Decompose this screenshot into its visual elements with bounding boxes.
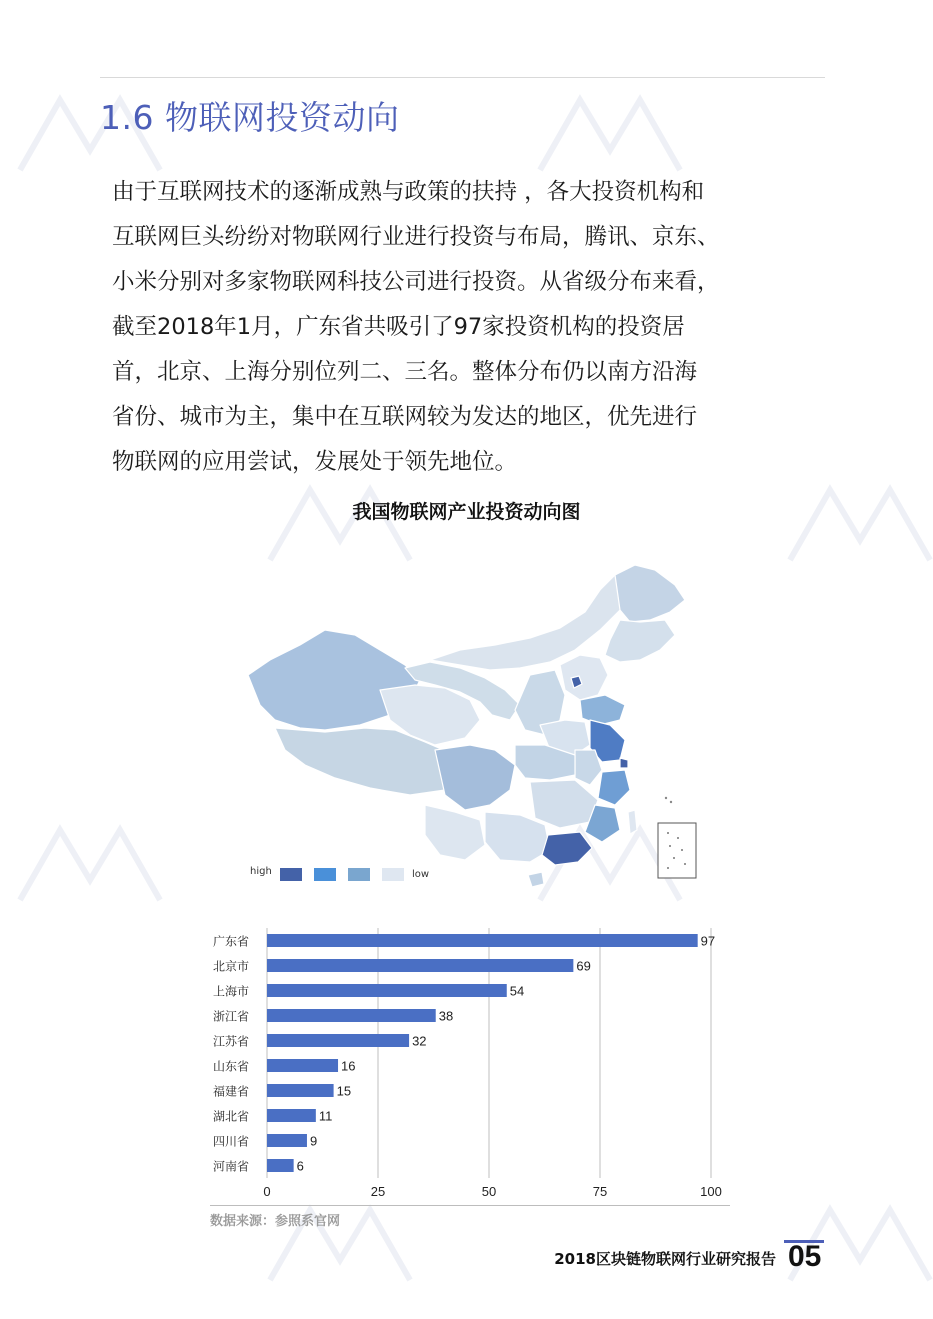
paragraph-line: 首，北京、上海分别位列二、三名。整体分布仍以南方沿海	[112, 359, 698, 385]
map-region	[620, 758, 628, 768]
bar	[267, 1034, 409, 1047]
category-label: 山东省	[212, 1059, 249, 1074]
value-label: 69	[576, 958, 591, 974]
map-region	[430, 575, 630, 670]
bar	[267, 1059, 338, 1072]
investment-bar-chart	[195, 920, 735, 1205]
x-tick-label: 0	[263, 1184, 271, 1199]
paragraph-line: 物联网的应用尝试，发展处于领先地位。	[112, 449, 518, 475]
category-label: 上海市	[212, 984, 249, 999]
bar	[267, 984, 507, 997]
legend-swatch-2	[314, 868, 336, 881]
map-region	[435, 745, 515, 810]
page-number: 05	[788, 1240, 822, 1273]
body-paragraph	[112, 170, 827, 485]
bar	[267, 1084, 334, 1097]
value-label: 15	[336, 1083, 352, 1099]
bar	[267, 1009, 436, 1022]
value-label: 38	[438, 1008, 454, 1024]
value-label: 9	[309, 1133, 318, 1149]
x-tick-label: 50	[481, 1184, 497, 1199]
map-region	[542, 832, 592, 865]
value-label: 16	[341, 1058, 356, 1074]
value-label: 54	[509, 983, 525, 999]
legend-low-label: low	[412, 869, 430, 880]
category-label: 浙江省	[212, 1009, 249, 1024]
bar	[267, 934, 698, 947]
category-label: 湖北省	[212, 1109, 249, 1124]
category-label: 福建省	[212, 1084, 249, 1099]
value-label: 6	[296, 1158, 304, 1174]
map-region	[628, 810, 637, 834]
map-region	[530, 780, 598, 828]
value-label: 97	[700, 933, 716, 949]
x-tick-label: 100	[700, 1184, 722, 1199]
category-label: 北京市	[212, 959, 249, 974]
legend-high-label: high	[250, 866, 272, 877]
footer-report-title: 2018区块链物联网行业研究报告	[554, 1250, 776, 1268]
map-region	[580, 695, 625, 725]
category-label: 四川省	[212, 1134, 249, 1149]
legend-swatch-4	[382, 868, 404, 881]
south-china-sea-inset	[658, 823, 696, 878]
map-region	[615, 565, 685, 622]
section-title: 1.6 物联网投资动向	[100, 98, 400, 137]
x-tick-label: 25	[370, 1184, 386, 1199]
map-region	[598, 770, 630, 805]
x-tick-label: 75	[592, 1184, 608, 1199]
category-label: 广东省	[212, 934, 249, 949]
bar	[267, 1109, 316, 1122]
china-province-map	[230, 550, 700, 890]
paragraph-line: 由于互联网技术的逐渐成熟与政策的扶持 ，各大投资机构和	[112, 179, 705, 205]
bar	[267, 959, 573, 972]
source-rule	[210, 1205, 730, 1206]
map-region	[528, 872, 544, 887]
paragraph-line: 互联网巨头纷纷对物联网行业进行投资与布局，腾讯、京东、	[112, 224, 720, 250]
map-region	[425, 805, 485, 860]
paragraph-line: 截至2018年1月，广东省共吸引了97家投资机构的投资居	[112, 314, 685, 340]
value-label: 32	[412, 1033, 427, 1049]
figure-title: 我国物联网产业投资动向图	[352, 501, 581, 523]
data-source: 数据来源：参照系官网	[210, 1214, 341, 1229]
legend-swatch-3	[348, 868, 370, 881]
legend-swatch-1	[280, 868, 302, 881]
category-label: 江苏省	[212, 1034, 249, 1049]
bar	[267, 1159, 294, 1172]
paragraph-line: 小米分别对多家物联网科技公司进行投资。从省级分布来看，	[112, 269, 720, 295]
paragraph-line: 省份、城市为主，集中在互联网较为发达的地区，优先进行	[112, 404, 698, 430]
category-label: 河南省	[212, 1159, 249, 1174]
value-label: 11	[318, 1108, 333, 1124]
map-region	[605, 620, 675, 662]
bar	[267, 1134, 307, 1147]
header-rule	[100, 77, 825, 78]
map-region	[560, 655, 608, 700]
